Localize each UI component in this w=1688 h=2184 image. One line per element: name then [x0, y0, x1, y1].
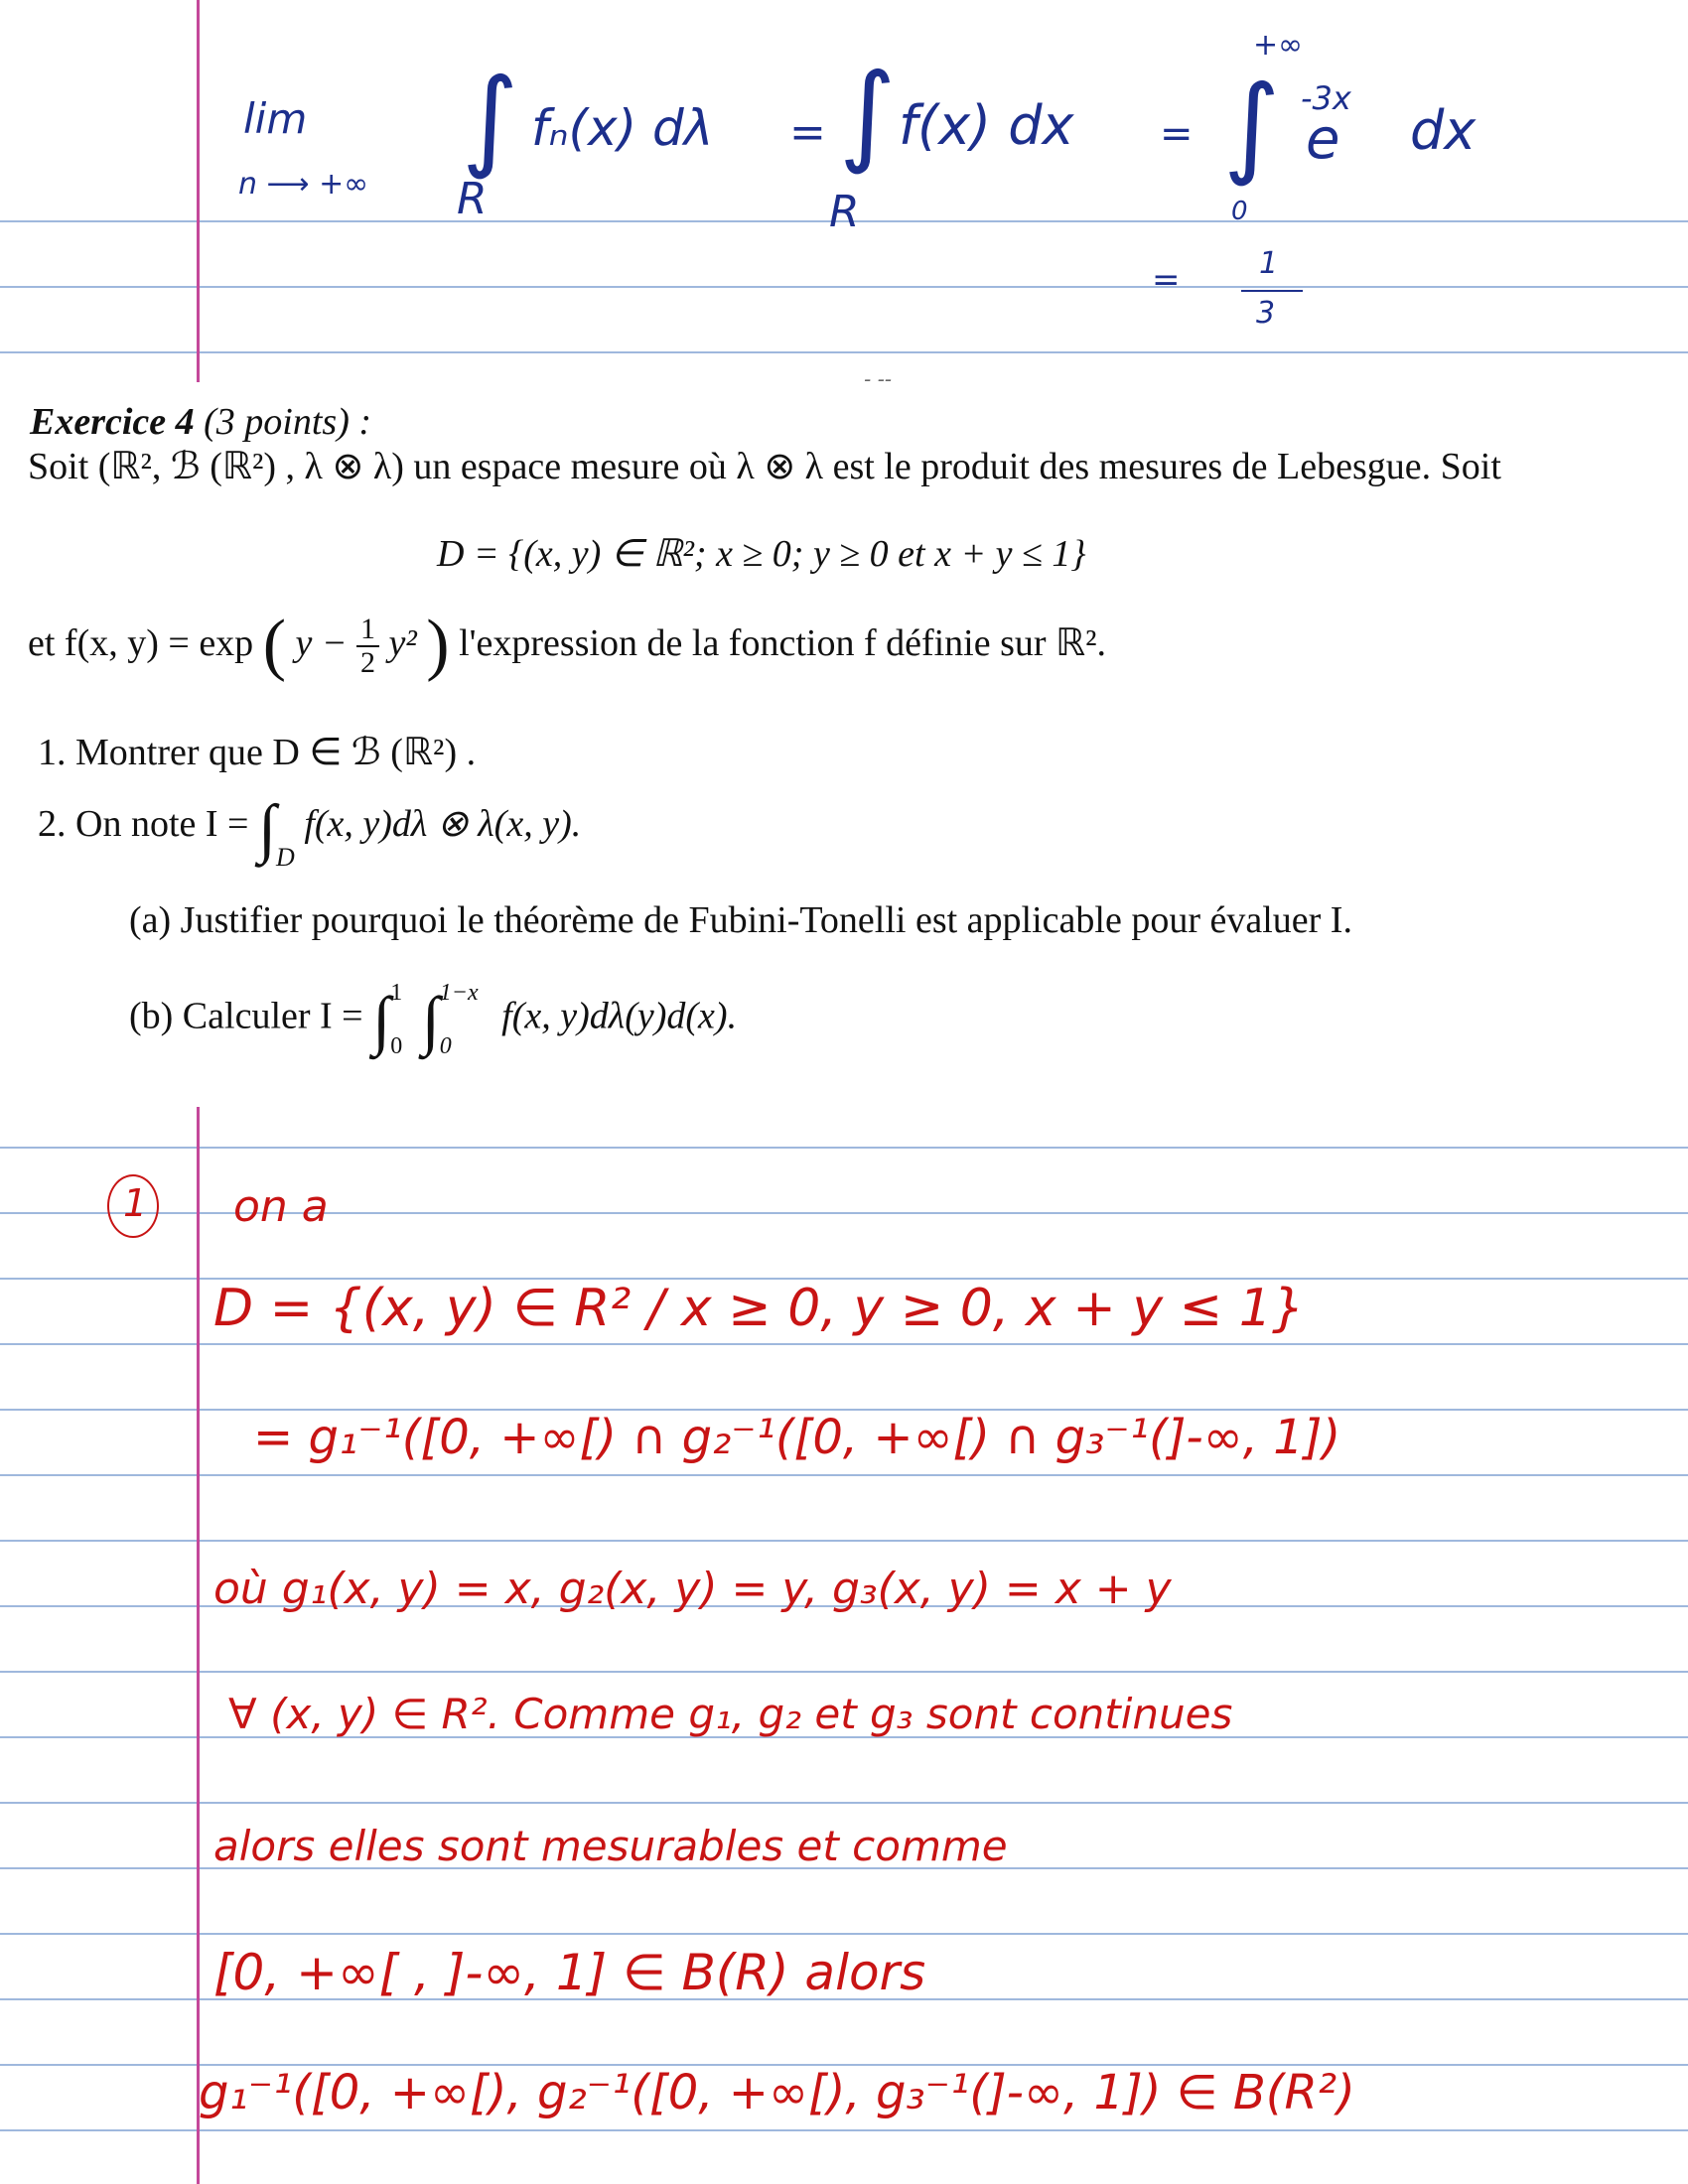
dash-mark: - --	[864, 367, 893, 391]
answer-line-3: = g₁⁻¹([0, +∞[) ∩ g₂⁻¹([0, +∞[) ∩ g₃⁻¹(]-∞, 1])	[253, 1410, 1341, 1465]
integral-lower: 0	[390, 1033, 403, 1059]
question-2a: (a) Justifier pourquoi le théorème de Fubini-Tonelli est applicable pour évaluer I.	[129, 899, 1352, 941]
close-paren: )	[426, 607, 450, 683]
ruled-line	[0, 1671, 1688, 1673]
exercise-intro: Soit (ℝ², ℬ (ℝ²) , λ ⊗ λ) un espace mesure où λ ⊗ λ est le produit des mesures de Lebesgue. Soit	[28, 446, 1501, 487]
ruled-line	[0, 1474, 1688, 1476]
answer-number: 1	[123, 1181, 148, 1225]
ruled-line	[0, 286, 1688, 288]
ruled-line	[0, 351, 1688, 353]
ruled-line	[0, 1802, 1688, 1804]
exercise-heading	[30, 400, 371, 444]
dx-label: dx	[1410, 99, 1477, 162]
integral-domain: D	[276, 843, 295, 872]
integral-domain-label: R	[829, 187, 860, 237]
result-denominator: 3	[1256, 296, 1276, 331]
equals-sign: =	[789, 107, 826, 158]
function-prefix: et f(x, y) = exp	[28, 622, 254, 664]
integral-bounds	[440, 966, 479, 1073]
integral-upper: 1−x	[439, 980, 479, 1006]
exercise-title: Exercice 4	[30, 401, 195, 443]
margin-line	[197, 0, 200, 382]
question-2b-prefix: (b) Calculer I =	[129, 995, 363, 1037]
integral-sign: ∫	[839, 50, 897, 177]
integral-upper: 1	[390, 980, 403, 1006]
integral-sign: ∫	[1223, 62, 1281, 189]
function-term-y: y −	[295, 622, 348, 664]
equals-sign: =	[1160, 111, 1194, 157]
exp-base: e	[1306, 107, 1340, 172]
answer-line-2: D = {(x, y) ∈ R² / x ≥ 0, y ≥ 0, x + y ≤ 1}	[213, 1279, 1305, 1338]
result-numerator: 1	[1259, 246, 1279, 281]
lim-subscript: n ⟶ +∞	[238, 167, 369, 202]
answer-line-5: ∀ (x, y) ∈ R². Comme g₁, g₂ et g₃ sont continues	[228, 1690, 1233, 1738]
integral-sign: ∫	[462, 55, 519, 182]
question-2b-integrand: f(x, y)dλ(y)d(x).	[501, 995, 738, 1037]
integral-domain-label: R	[457, 174, 488, 224]
set-definition: D = {(x, y) ∈ ℝ²; x ≥ 0; y ≥ 0 et x + y ≤ 1}	[437, 533, 1086, 575]
answer-line-1: on a	[233, 1181, 329, 1232]
exp-power: -3x	[1301, 79, 1351, 117]
exercise-points: (3 points) :	[204, 401, 372, 443]
function-definition	[28, 606, 1106, 685]
ruled-line	[0, 1343, 1688, 1345]
margin-line	[197, 1102, 200, 2184]
function-fraction	[356, 614, 379, 679]
ruled-line	[0, 1147, 1688, 1149]
integral-bounds	[390, 966, 402, 1073]
integral-sign: ∫	[421, 984, 440, 1057]
function-term-y2: y²	[388, 622, 417, 664]
open-paren: (	[262, 607, 286, 683]
question-2-integrand: f(x, y)dλ ⊗ λ(x, y).	[304, 803, 582, 845]
fraction-denominator: 2	[360, 646, 376, 680]
integral-sign: ∫	[257, 792, 277, 865]
integral-sign: ∫	[372, 984, 391, 1057]
integral-lower: 0	[439, 1033, 452, 1059]
ruled-line	[0, 2129, 1688, 2131]
fraction-numerator: 1	[356, 614, 379, 647]
function-suffix: l'expression de la fonction f définie sur ℝ².	[459, 622, 1107, 664]
answer-line-7: [0, +∞[ , ]-∞, 1] ∈ B(R) alors	[213, 1944, 926, 2001]
result-equals: =	[1152, 260, 1181, 300]
question-2	[38, 791, 581, 873]
question-2-prefix: 2. On note I =	[38, 803, 249, 845]
question-1: 1. Montrer que D ∈ ℬ (ℝ²) .	[38, 732, 477, 773]
integral-lower-bound: 0	[1231, 197, 1248, 226]
question-2b	[129, 966, 737, 1073]
answer-line-8: g₁⁻¹([0, +∞[), g₂⁻¹([0, +∞[), g₃⁻¹(]-∞, 1]) ∈ B(R²)	[199, 2065, 1355, 2120]
fn-integrand: fₙ(x) dλ	[531, 99, 714, 157]
answer-line-4: où g₁(x, y) = x, g₂(x, y) = y, g₃(x, y) = x + y	[213, 1564, 1172, 1614]
ruled-line	[0, 1933, 1688, 1935]
lim-label: lim	[243, 94, 308, 143]
fraction-bar	[1241, 290, 1303, 292]
exercise-block	[0, 392, 1688, 1107]
answer-line-6: alors elles sont mesurables et comme	[213, 1822, 1008, 1870]
integral-upper-bound: +∞	[1253, 28, 1304, 63]
f-integrand: f(x) dx	[899, 94, 1074, 157]
ruled-line	[0, 1540, 1688, 1542]
